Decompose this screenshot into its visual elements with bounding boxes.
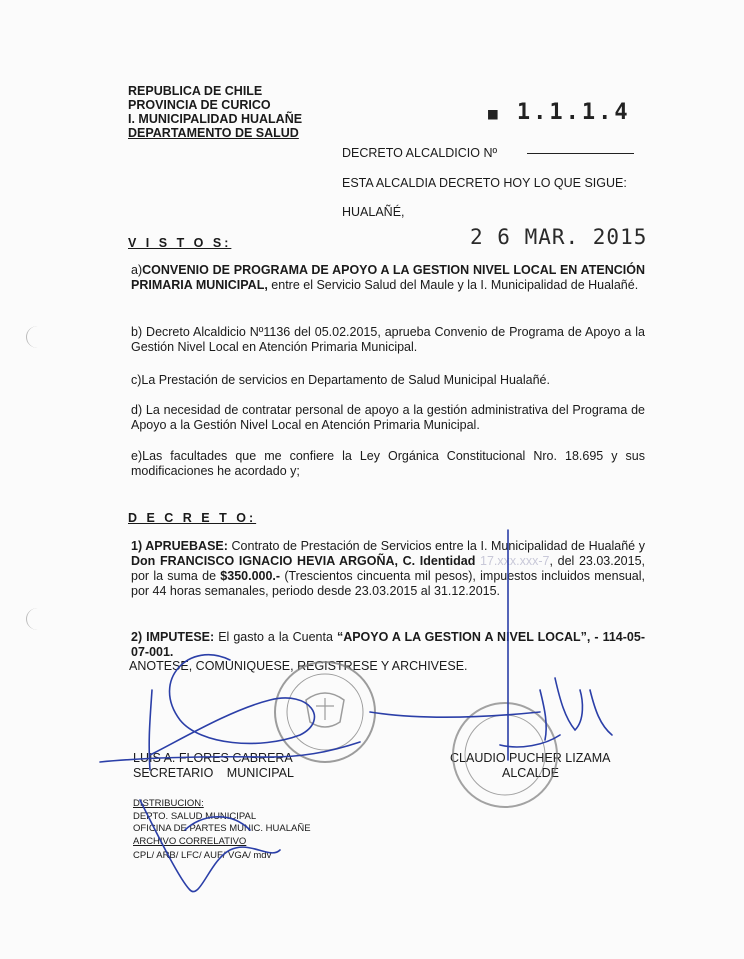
vistos-item-b: b) Decreto Alcaldicio Nº1136 del 05.02.2015, aprueba Convenio de Programa de Apoyo a la Gestión Nivel Local en Atención Primaria Municipal. [131, 325, 645, 354]
stamp-prefix: ■ [488, 104, 501, 123]
mayor-handwritten-signature [370, 530, 612, 760]
header-line-department: DEPARTAMENTO DE SALUD [128, 126, 299, 140]
header-line-province: PROVINCIA DE CURICO [128, 98, 271, 112]
vistos-title: V I S T O S: [128, 236, 232, 250]
alcaldia-line: ESTA ALCALDIA DECRETO HOY LO QUE SIGUE: [342, 176, 627, 190]
secretary-title: SECRETARIO MUNICIPAL [133, 766, 294, 780]
distribution-title: DISTRIBUCION: [133, 798, 204, 809]
distribution-line-3: ARCHIVO CORRELATIVO [133, 835, 247, 847]
date-stamp: 2 6 MAR. 2015 [470, 225, 648, 249]
stamp-number: 1.1.1.4 [516, 100, 631, 125]
decreto-item-1: 1) APRUEBASE: Contrato de Prestación de Servicios entre la I. Municipalidad de Hualañé y Don FRANCISCO IGNACIO HEVIA ARGOÑA, C. Identidad 17.xxx.xxx-7, del 23.03.2015, por la suma de $350.000.- (Trescientos cincuenta mil pesos), impuestos incluidos mensual, por 44 horas semanales, periodo desde 23.03.2015 al 31.12.2015. [131, 539, 645, 598]
vistos-item-d: d) La necesidad de contratar personal de apoyo a la gestión administrativa del Programa de Apoyo a la Gestión Nivel Local en Atención Primaria Municipal. [131, 403, 645, 432]
distribution-line-1: DEPTO. SALUD MUNICIPAL [133, 810, 257, 822]
secretary-name: LUIS A. FLORES CABRERA [133, 751, 293, 765]
decree-label: DECRETO ALCALDICIO Nº [342, 146, 498, 160]
mayor-title: ALCALDE [502, 766, 559, 780]
vistos-item-c: c)La Prestación de servicios en Departamento de Salud Municipal Hualañé. [131, 373, 550, 387]
vistos-item-a: a)CONVENIO DE PROGRAMA DE APOYO A LA GESTION NIVEL LOCAL EN ATENCIÓN PRIMARIA MUNICIPAL, entre el Servicio Salud del Maule y la I. Municipalidad de Hualañé. [131, 263, 645, 292]
header-line-country: REPUBLICA DE CHILE [128, 84, 263, 98]
secretary-seal-stamp [275, 662, 375, 762]
distribution-line-2: OFICINA DE PARTES MUNIC. HUALAÑE [133, 823, 311, 834]
secretary-handwritten-signature [100, 655, 360, 892]
decreto-item-2: 2) IMPUTESE: El gasto a la Cuenta “APOYO A LA GESTION A NIVEL LOCAL”, - 114-05-07-001. [131, 630, 645, 659]
distribution-line-4: CPL/ ARB/ LFC/ AUF/ VGA/ mdv [133, 850, 272, 861]
vistos-item-e: e)Las facultades que me confiere la Ley Orgánica Constitucional Nro. 18.695 y sus modificaciones he acordado y; [131, 449, 645, 478]
decreto-closing: ANOTESE, COMUNIQUESE, REGISTRESE Y ARCHIVESE. [129, 659, 468, 673]
mayor-name: CLAUDIO PUCHER LIZAMA [450, 751, 611, 765]
mayor-seal-stamp [453, 703, 557, 807]
decreto-title: D E C R E T O: [128, 511, 257, 525]
header-line-municipality: I. MUNICIPALIDAD HUALAÑE [128, 112, 303, 126]
place-label: HUALAÑÉ, [342, 205, 405, 219]
